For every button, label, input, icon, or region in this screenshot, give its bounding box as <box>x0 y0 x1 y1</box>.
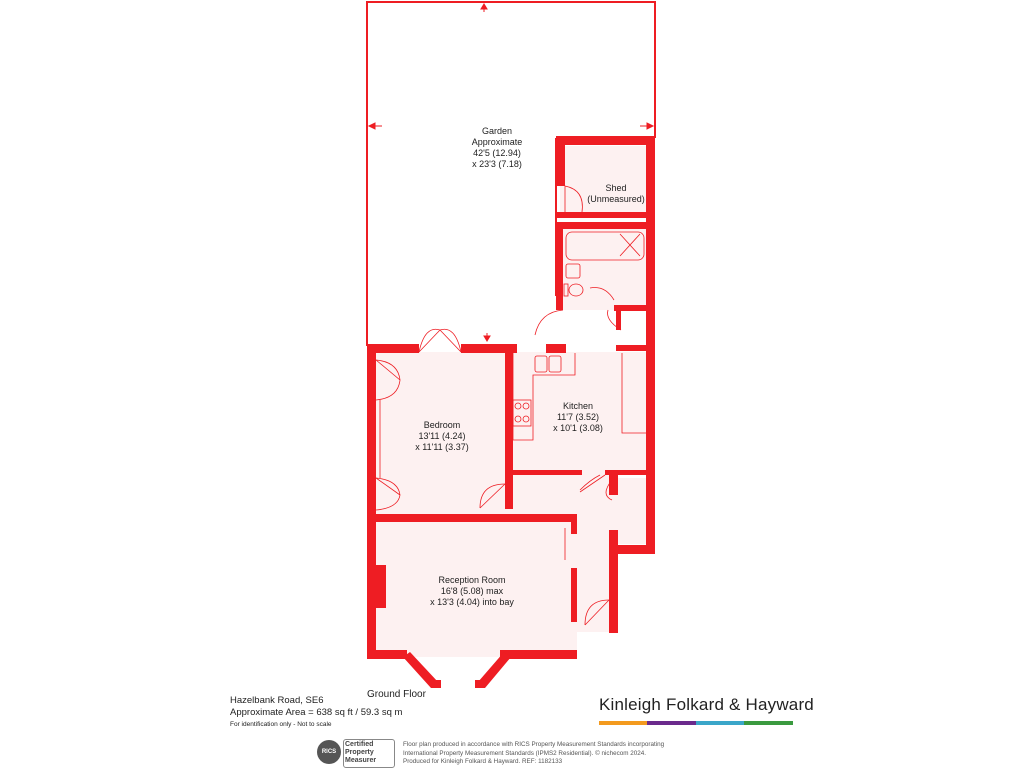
garden-line3: x 23'3 (7.18) <box>472 159 522 169</box>
brand-name: Kinleigh Folkard & Hayward <box>599 695 814 714</box>
reception-line2: x 13'3 (4.04) into bay <box>430 597 514 607</box>
shed-line1: (Unmeasured) <box>587 194 645 204</box>
store-floor <box>617 478 647 544</box>
garden-line2: 42'5 (12.94) <box>473 148 521 158</box>
bedroom-name: Bedroom <box>423 420 461 430</box>
kitchen-label <box>528 401 628 434</box>
kitchen-line2: x 10'1 (3.08) <box>553 423 603 433</box>
cert-line1: Certified <box>345 741 374 748</box>
shed-name: Shed <box>605 183 627 193</box>
bathroom-floor <box>560 228 650 310</box>
shed-label <box>576 183 656 205</box>
bedroom-label <box>392 420 492 453</box>
footer-note <box>403 741 664 767</box>
rics-logo-text: RICS <box>321 749 337 755</box>
floor-label: Ground Floor <box>367 689 426 700</box>
kitchen-name: Kitchen <box>562 401 594 411</box>
reception-line1: 16'8 (5.08) max <box>440 586 504 596</box>
certified-text <box>345 741 376 765</box>
cert-line3: Measurer <box>345 757 377 764</box>
bedroom-line2: x 11'11 (3.37) <box>415 442 469 452</box>
garden-label <box>447 126 547 170</box>
property-disclaimer: For identification only - Not to scale <box>230 721 332 728</box>
garden-line1: Approximate <box>471 137 523 147</box>
reception-label <box>412 575 532 608</box>
footer-line2: International Property Measurement Standards (IPMS2 Residential). © nichecom 2024. <box>403 749 646 757</box>
footer-line3: Produced for Kinleigh Folkard & Hayward. REF: 1182133 <box>403 758 563 765</box>
property-address: Hazelbank Road, SE6 <box>230 695 324 706</box>
reception-name: Reception Room <box>438 575 506 585</box>
brand-bar-blue <box>696 721 744 725</box>
brand-bar-orange <box>599 721 647 725</box>
bedroom-line1: 13'11 (4.24) <box>418 431 466 441</box>
brand-bar-purple <box>647 721 696 725</box>
shed-floor <box>560 146 650 216</box>
garden-name: Garden <box>481 126 513 136</box>
property-area: Approximate Area = 638 sq ft / 59.3 sq m <box>230 707 403 718</box>
footer-line1: Floor plan produced in accordance with RICS Property Measurement Standards incorporating <box>403 741 665 748</box>
brand-bar-green <box>744 721 793 725</box>
cert-line2: Property <box>345 749 374 756</box>
kitchen-line1: 11'7 (3.52) <box>556 412 600 422</box>
